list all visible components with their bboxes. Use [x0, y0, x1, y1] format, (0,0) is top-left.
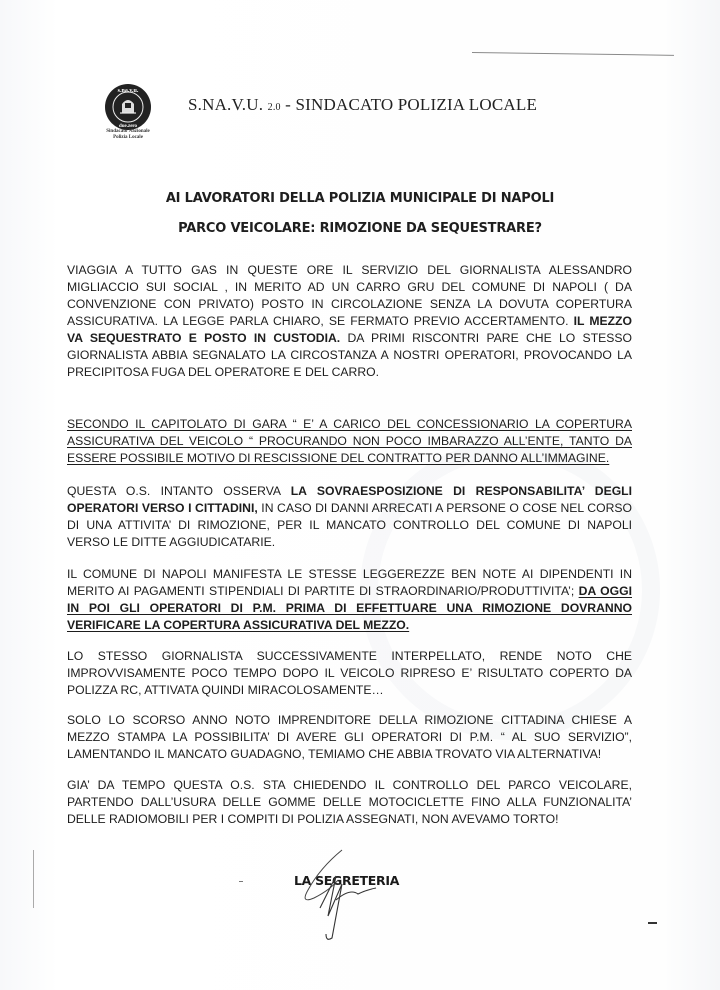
paragraph-4-bold-underlined: DA OGGI IN POI GLI OPERATORI DI P.M. PRIMA DI EFFETTUARE UNA RIMOZIONE DOVRANNO VERIFICARE LA COPERTURA ASSICURATIVA DEL MEZZO. — [67, 584, 632, 632]
header-title — [188, 95, 537, 115]
margin-mark-right — [648, 922, 657, 924]
logo-shield-detail — [125, 103, 131, 108]
paragraph-3 — [67, 483, 632, 551]
paragraph-7-text: GIA’ DA TEMPO QUESTA O.S. STA CHIEDENDO IL CONTROLLO DEL PARCO VEICOLARE, PARTENDO DALL’USURA DELLE GOMME DELLE MOTOCICLETTE FINO ALLA FUNZIONALITA’ DELLE RADIOMOBILI PER I COMPITI DI POLIZIA ASSEGNATI, NON AVEVAMO TORTO! — [67, 778, 632, 826]
margin-mark — [239, 881, 243, 882]
org-short-name: S.NA.V.U. — [188, 95, 264, 114]
paragraph-1-text-a: VIAGGIA A TUTTO GAS IN QUESTE ORE IL SERVIZIO DEL GIORNALISTA ALESSANDRO MIGLIACCIO SUI SOCIAL , IN MERITO AD UN CARRO GRU DEL COMUNE DI NAPOLI ( DA CONVENZIONE CON PRIVATO) POSTO IN CIRCOLAZIONE SENZA LA DOVUTA COPERTURA ASSICURATIVA. LA LEGGE PARLA CHIARO, SE FERMATO PREVIO ACCERTAMENTO. — [67, 263, 632, 328]
org-version: 2.0 — [267, 102, 281, 113]
paragraph-3-text-a: QUESTA O.S. INTANTO OSSERVA — [67, 484, 291, 498]
logo-bottom-text: due.zero — [118, 124, 138, 129]
scan-edge-mark — [33, 850, 34, 908]
paragraph-4-text-a: IL COMUNE DI NAPOLI MANIFESTA LE STESSE LEGGEREZZE BEN NOTE AI DIPENDENTI IN MERITO AI PAGAMENTI STIPENDIALI DI PARTITE DI STRAORDINARIO/PRODUTTIVITA’; — [67, 567, 632, 598]
paragraph-3-text-c: IN CASO DI DANNI ARRECATI A PERSONE O COSE NEL CORSO DI UNA ATTIVITA’ DI RIMOZIONE, PER IL MANCATO CONTROLLO DEL COMUNE DI NAPOLI VERSO LE DITTE AGGIUDICATARIE. — [67, 501, 632, 549]
union-logo-seal — [104, 83, 152, 131]
paragraph-7 — [67, 777, 632, 828]
paragraph-4 — [67, 566, 632, 634]
paragraph-5-text: LO STESSO GIORNALISTA SUCCESSIVAMENTE INTERPELLATO, RENDE NOTO CHE IMPROVVISAMENTE POCO TEMPO DOPO IL VEICOLO RIPRESO E’ RISULTATO COPERTO DA POLIZZA RC, ATTIVATA QUINDI MIRACOLOSAMENTE… — [67, 649, 632, 697]
logo-caption-line1: Sindacato Nazionale — [106, 129, 150, 134]
paragraph-5 — [67, 648, 632, 699]
paragraph-6 — [67, 712, 632, 763]
paragraph-1-text-c: DA PRIMI RISCONTRI PARE CHE LO STESSO GIORNALISTA ABBIA SEGNALATO LA CIRCOSTANZA A NOSTRI OPERATORI, PROVOCANDO LA PRECIPITOSA FUGA DEL OPERATORE E DEL CARRO. — [67, 331, 632, 379]
logo-top-text: s.na.v.u. — [117, 88, 139, 94]
document-title-line1: AI LAVORATORI DELLA POLIZIA MUNICIPALE DI NAPOLI — [165, 191, 555, 206]
paragraph-2 — [67, 416, 632, 467]
logo-caption-line2: Polizia Locale — [113, 135, 143, 140]
paragraph-1 — [67, 262, 632, 381]
handwritten-signature — [280, 838, 400, 948]
top-rule-line — [472, 52, 674, 56]
paragraph-2-underlined: SECONDO IL CAPITOLATO DI GARA “ E’ A CARICO DEL CONCESSIONARIO LA COPERTURA ASSICURATIVA DEL VEICOLO “ PROCURANDO NON POCO IMBARAZZO ALL’ENTE, TANTO DA ESSERE POSSIBILE MOTIVO DI RESCISSIONE DEL CONTRATTO PER DANNO ALL’IMMAGINE. — [67, 417, 632, 465]
paragraph-3-bold: LA SOVRAESPOSIZIONE DI RESPONSABILITA’ DEGLI OPERATORI VERSO I CITTADINI, — [67, 484, 633, 515]
paragraph-6-text: SOLO LO SCORSO ANNO NOTO IMPRENDITORE DELLA RIMOZIONE CITTADINA CHIESE A MEZZO STAMPA LA POSSIBILITA’ DI AVERE GLI OPERATORI DI P.M. “ AL SUO SERVIZIO”, LAMENTANDO IL MANCATO GUADAGNO, TEMIAMO CHE ABBIA TROVATO VIA ALTERNATIVA! — [67, 713, 632, 761]
logo-caption — [96, 129, 160, 141]
signature-label: LA SEGRETERIA — [294, 873, 400, 888]
document-title-line2: PARCO VEICOLARE: RIMOZIONE DA SEQUESTRARE? — [178, 221, 542, 236]
org-title-rest: - SINDACATO POLIZIA LOCALE — [280, 95, 538, 114]
paragraph-1-bold: IL MEZZO VA SEQUESTRATO E POSTO IN CUSTODIA. — [67, 314, 632, 345]
